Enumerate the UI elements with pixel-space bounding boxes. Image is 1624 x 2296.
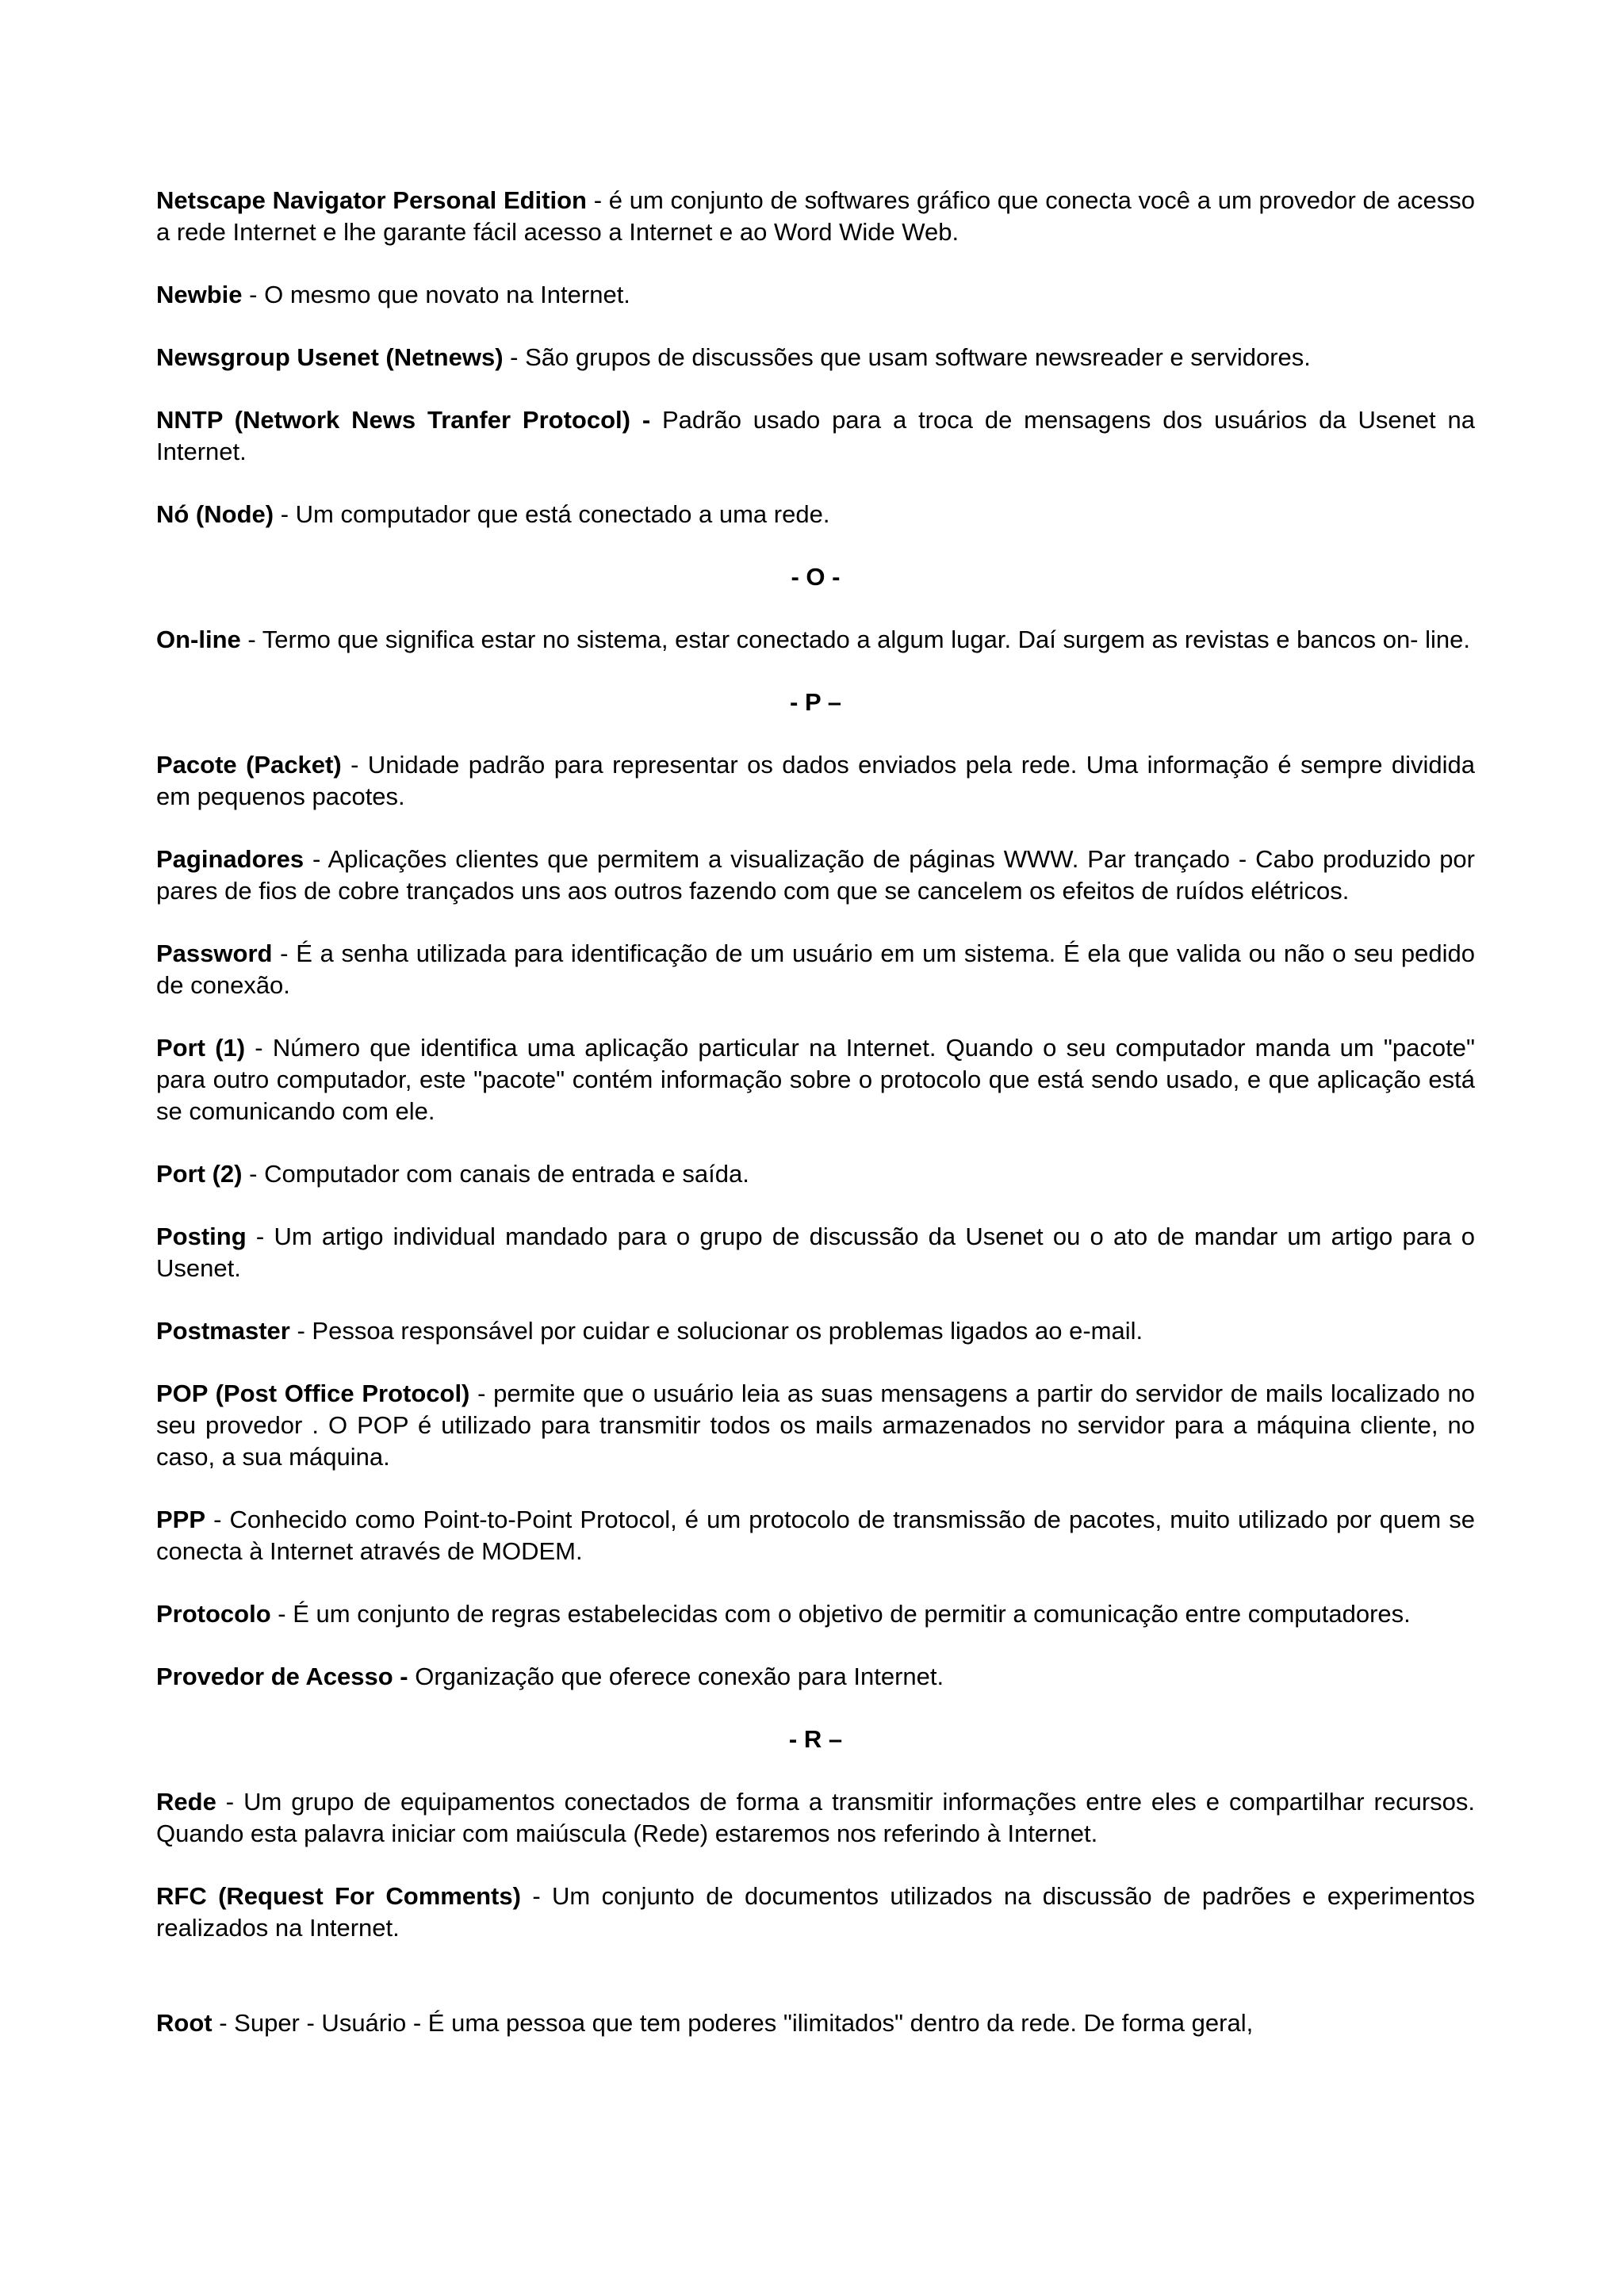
entry-term: On-line — [156, 626, 241, 653]
entry-separator: - — [212, 2009, 235, 2037]
entry-separator: - — [393, 1663, 416, 1690]
entry-term: Rede — [156, 1788, 216, 1816]
glossary-entry — [156, 624, 1475, 656]
entry-term: Newbie — [156, 281, 243, 308]
entry-definition: São grupos de discussões que usam software newsreader e servidores. — [525, 343, 1311, 371]
glossary-entry — [156, 499, 1475, 530]
entry-definition: Termo que significa estar no sistema, estar conectado a algum lugar. Daí surgem as revistas e bancos on- line. — [262, 626, 1470, 653]
entry-separator: - — [242, 281, 265, 308]
glossary-entry — [156, 1221, 1475, 1284]
entry-separator: - — [520, 1882, 553, 1910]
glossary-entry — [156, 279, 1475, 311]
section-heading-p: - P – — [790, 688, 841, 716]
glossary-entry — [156, 1032, 1475, 1127]
glossary-entry — [156, 1881, 1475, 1944]
glossary-group-p — [156, 749, 1475, 1693]
entry-term: Pacote (Packet) — [156, 751, 342, 779]
entry-separator: - — [245, 1034, 273, 1062]
section-heading-r: - R – — [788, 1725, 843, 1753]
glossary-entry — [156, 404, 1475, 468]
entry-separator: - — [304, 845, 328, 873]
entry-term: Provedor de Acesso — [156, 1663, 393, 1690]
glossary-group-n — [156, 185, 1475, 530]
entry-separator: - — [246, 1223, 274, 1250]
entry-term: Port (1) — [156, 1034, 246, 1062]
entry-separator: - — [272, 939, 297, 967]
entry-term: RFC (Request For Comments) — [156, 1882, 521, 1910]
entry-term: Root — [156, 2009, 213, 2037]
entry-definition: Organização que oferece conexão para Internet. — [415, 1663, 944, 1690]
entry-term: Postmaster — [156, 1317, 290, 1345]
entry-definition: Super - Usuário - É uma pessoa que tem poderes "ilimitados" dentro da rede. De forma geral, — [234, 2009, 1254, 2037]
glossary-entry — [156, 1661, 1475, 1693]
entry-term: Netscape Navigator Personal Edition — [156, 186, 587, 214]
glossary-entry — [156, 1378, 1475, 1473]
glossary-group-root — [156, 2007, 1475, 2039]
entry-definition: Pessoa responsável por cuidar e solucionar os problemas ligados ao e-mail. — [312, 1317, 1143, 1345]
entry-term: Paginadores — [156, 845, 304, 873]
entry-separator: - — [289, 1317, 312, 1345]
glossary-group-r — [156, 1786, 1475, 1944]
entry-term: Protocolo — [156, 1600, 271, 1628]
entry-definition: É um conjunto de regras estabelecidas com o objetivo de permitir a comunicação entre computadores. — [293, 1600, 1411, 1628]
entry-definition: Unidade padrão para representar os dados enviados pela rede. Uma informação é sempre dividida em pequenos pacotes. — [156, 751, 1475, 810]
entry-definition: Um computador que está conectado a uma rede. — [295, 500, 830, 528]
entry-separator: - — [341, 751, 368, 779]
glossary-entry — [156, 185, 1475, 248]
entry-definition: permite que o usuário leia as suas mensagens a partir do servidor de mails localizado no seu provedor . O POP é utilizado para transmitir todos os mails armazenados no servidor para a máquina cliente, no caso, a sua máquina. — [156, 1380, 1475, 1471]
entry-definition: É a senha utilizada para identificação de um usuário em um sistema. É ela que valida ou não o seu pedido de conexão. — [156, 939, 1475, 999]
entry-separator: - — [205, 1506, 230, 1533]
entry-separator: - — [216, 1788, 244, 1816]
glossary-entry — [156, 1158, 1475, 1190]
entry-separator: - — [274, 500, 296, 528]
entry-separator: - — [270, 1600, 293, 1628]
entry-definition: Padrão usado para a troca de mensagens dos usuários da Usenet na Internet. — [156, 406, 1475, 465]
glossary-entry — [156, 844, 1475, 907]
entry-definition: Computador com canais de entrada e saída. — [264, 1160, 749, 1188]
glossary-content — [156, 185, 1475, 2070]
glossary-entry — [156, 749, 1475, 813]
entry-term: Nó (Node) — [156, 500, 274, 528]
entry-term: PPP — [156, 1506, 206, 1533]
entry-definition: Número que identifica uma aplicação particular na Internet. Quando o seu computador manda um "pacote" para outro computador, este "pacote" contém informação sobre o protocolo que está sendo usado, e que aplicação está se comunicando com ele. — [156, 1034, 1476, 1125]
entry-separator: - — [240, 626, 262, 653]
entry-definition: O mesmo que novato na Internet. — [264, 281, 630, 308]
entry-definition: Um grupo de equipamentos conectados de forma a transmitir informações entre eles e compartilhar recursos. Quando esta palavra iniciar com maiúscula (Rede) estaremos nos referindo à Internet. — [156, 1788, 1475, 1847]
entry-definition: Um artigo individual mandado para o grupo de discussão da Usenet ou o ato de mandar um artigo para o Usenet. — [156, 1223, 1475, 1282]
glossary-entry — [156, 1786, 1475, 1850]
entry-definition: Um conjunto de documentos utilizados na discussão de padrões e experimentos realizados na Internet. — [156, 1882, 1475, 1942]
glossary-entry — [156, 1598, 1475, 1630]
entry-separator: - — [503, 343, 526, 371]
glossary-entry — [156, 1315, 1475, 1347]
section-heading-o: - O - — [791, 563, 841, 591]
entry-term: Password — [156, 939, 273, 967]
entry-separator: - — [242, 1160, 265, 1188]
entry-term: NNTP (Network News Tranfer Protocol) — [156, 406, 630, 434]
entry-separator: - — [469, 1380, 494, 1407]
entry-separator: - — [630, 406, 662, 434]
glossary-entry — [156, 342, 1475, 373]
entry-term: POP (Post Office Protocol) — [156, 1380, 470, 1407]
entry-definition: é um conjunto de softwares gráfico que conecta você a um provedor de acesso a rede Internet e lhe garante fácil acesso a Internet e ao Word Wide Web. — [156, 186, 1475, 246]
entry-separator: - — [586, 186, 609, 214]
entry-term: Port (2) — [156, 1160, 243, 1188]
glossary-group-o — [156, 624, 1475, 656]
glossary-entry — [156, 1504, 1475, 1567]
entry-definition: Conhecido como Point-to-Point Protocol, é um protocolo de transmissão de pacotes, muito utilizado por quem se conecta à Internet através de MODEM. — [156, 1506, 1475, 1565]
glossary-entry — [156, 2007, 1475, 2039]
glossary-entry — [156, 938, 1475, 1001]
entry-term: Newsgroup Usenet (Netnews) — [156, 343, 504, 371]
entry-term: Posting — [156, 1223, 247, 1250]
entry-definition: Aplicações clientes que permitem a visualização de páginas WWW. Par trançado - Cabo produzido por pares de fios de cobre trançados uns aos outros fazendo com que se cancelem os efeitos de ruídos elétricos. — [156, 845, 1475, 905]
